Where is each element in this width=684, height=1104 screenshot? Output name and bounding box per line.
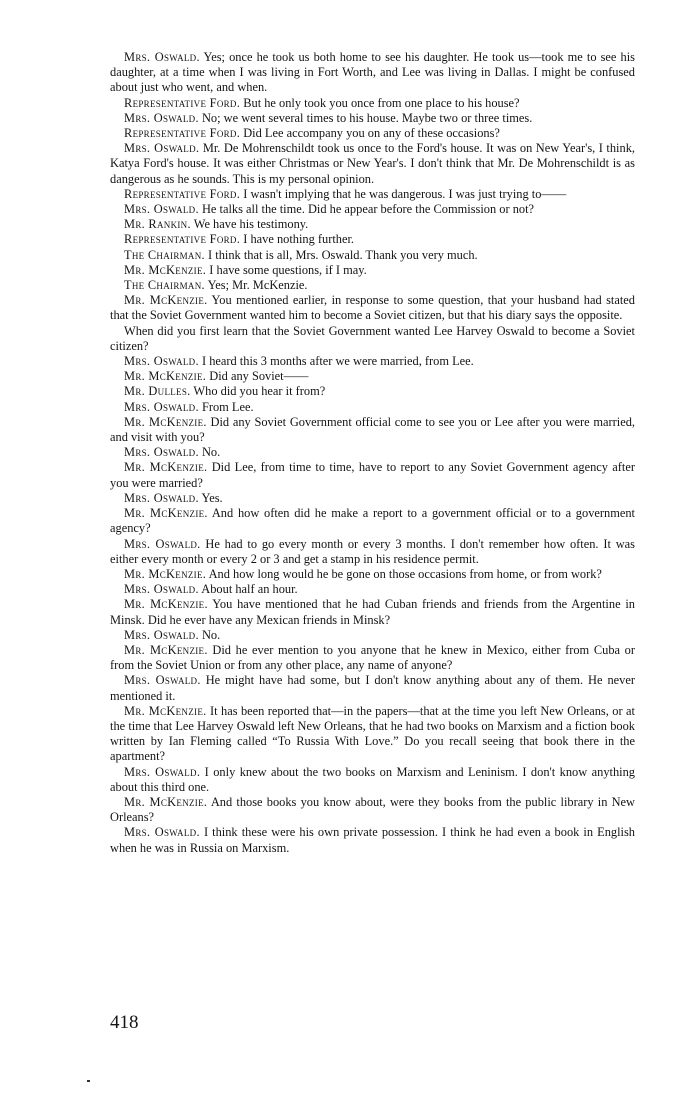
speaker-name: Mr. McKenzie.: [124, 566, 207, 581]
transcript-paragraph: [110, 628, 635, 643]
transcript-paragraph: [110, 369, 635, 384]
speaker-name: Mrs. Oswald.: [124, 399, 199, 414]
page-number: 418: [110, 1012, 139, 1033]
speech-text: And how often did he make a report to a government official or to a government agency?: [110, 506, 635, 536]
speech-text: I heard this 3 months after we were married, from Lee.: [198, 354, 474, 369]
speech-text: Did Lee, from time to time, have to report to any Soviet Government agency after you were married?: [110, 460, 635, 490]
transcript-body: [110, 50, 635, 856]
speech-text: You have mentioned that he had Cuban friends and friends from the Argentine in Minsk. Did he ever have any Mexican friends in Minsk?: [110, 597, 636, 627]
transcript-paragraph: [110, 825, 635, 855]
transcript-paragraph: [110, 567, 635, 582]
transcript-paragraph: [110, 491, 635, 506]
speaker-name: Mr. McKenzie.: [124, 794, 208, 809]
speech-text: And how long would he be gone on those occasions from home, or from work?: [206, 566, 602, 581]
transcript-paragraph: [110, 673, 635, 703]
transcript-paragraph: [110, 232, 635, 247]
transcript-paragraph: [110, 506, 635, 536]
speaker-name: Representative Ford.: [124, 186, 241, 201]
transcript-paragraph: [110, 704, 635, 765]
transcript-paragraph: [110, 324, 635, 354]
speaker-name: Mrs. Oswald.: [124, 627, 199, 642]
speaker-name: Mrs. Oswald.: [124, 110, 199, 125]
transcript-paragraph: [110, 126, 635, 141]
speech-text: No; we went several times to his house. Maybe two or three times.: [198, 110, 533, 125]
speaker-name: Mrs. Oswald.: [124, 354, 199, 369]
speech-text: He had to go every month or every 3 months. I don't remember how often. It was either every month or every 2 or 3 and get a stamp in his residence permit.: [110, 536, 635, 566]
transcript-paragraph: [110, 293, 635, 323]
speaker-name: Representative Ford.: [124, 95, 241, 110]
speaker-name: Mrs. Oswald.: [124, 764, 201, 779]
speech-text: I wasn't implying that he was dangerous. I was just trying to——: [240, 186, 567, 201]
speech-text: No.: [198, 445, 221, 460]
transcript-paragraph: [110, 795, 635, 825]
speech-text: I think these were his own private possession. I think he had even a book in English when he was in Russia on Marxism.: [110, 825, 635, 855]
speech-text: I have nothing further.: [240, 232, 355, 247]
speech-text: We have his testimony.: [190, 217, 309, 232]
speech-text: Yes.: [198, 490, 223, 505]
speech-text: You mentioned earlier, in response to some question, that your husband had stated that the Soviet Government wanted him to become a Soviet citizen, but that his diary says the opposite.: [110, 293, 636, 323]
transcript-paragraph: [110, 50, 635, 96]
speech-text: No.: [198, 627, 221, 642]
speaker-name: Mrs. Oswald.: [124, 490, 199, 505]
speech-text: Yes; Mr. McKenzie.: [204, 278, 308, 293]
speaker-name: Mr. McKenzie.: [124, 262, 207, 277]
speaker-name: Mrs. Oswald.: [124, 141, 200, 156]
transcript-paragraph: [110, 111, 635, 126]
speaker-name: Mrs. Oswald.: [124, 202, 199, 217]
transcript-paragraph: [110, 445, 635, 460]
speaker-name: Mr. Dulles.: [124, 384, 191, 399]
speaker-name: Mr. McKenzie.: [124, 703, 207, 718]
transcript-paragraph: [110, 537, 635, 567]
speech-text: Yes; once he took us both home to see his daughter. He took us—took me to see his daughter, at a time when I was living in Fort Worth, and Lee was living in Dallas. I might be confused about just who went, and when.: [110, 50, 635, 95]
transcript-paragraph: [110, 384, 635, 399]
speech-text: From Lee.: [198, 399, 254, 414]
speaker-name: Mr. McKenzie.: [124, 642, 208, 657]
transcript-paragraph: [110, 597, 635, 627]
print-speck: [87, 1080, 90, 1082]
speech-text: He talks all the time. Did he appear before the Commission or not?: [198, 202, 535, 217]
speaker-name: The Chairman.: [124, 247, 205, 262]
speech-text: Who did you hear it from?: [190, 384, 326, 399]
transcript-paragraph: [110, 643, 635, 673]
transcript-paragraph: [110, 187, 635, 202]
speaker-name: Mr. McKenzie.: [124, 293, 208, 308]
speech-text: About half an hour.: [198, 582, 298, 597]
speech-text: I only knew about the two books on Marxism and Leninism. I don't know anything about this third one.: [110, 764, 635, 794]
speaker-name: Representative Ford.: [124, 232, 241, 247]
speaker-name: The Chairman.: [124, 278, 205, 293]
speech-text: Did any Soviet Government official come to see you or Lee after you were married, and visit with you?: [110, 414, 635, 445]
transcript-paragraph: [110, 415, 635, 445]
speech-text: He might have had some, but I don't know anything about any of them. He never mentioned it.: [110, 673, 635, 703]
transcript-paragraph: [110, 96, 635, 111]
speaker-name: Mrs. Oswald.: [124, 825, 200, 840]
transcript-paragraph: [110, 263, 635, 278]
speech-text: It has been reported that—in the papers—that at the time you left New Orleans, or at the time that Lee Harvey Oswald left New Orleans, that he had two books on Marxism and a fiction book written by Ian Fleming called “To Russia With Love.” Do you recall seeing that book there in the apartment?: [110, 703, 635, 764]
transcript-paragraph: [110, 765, 635, 795]
speech-text: Did he ever mention to you anyone that he knew in Mexico, either from Cuba or from the Soviet Union or from any other place, any name of anyone?: [110, 642, 635, 673]
transcript-paragraph: [110, 278, 635, 293]
transcript-paragraph: [110, 354, 635, 369]
speaker-name: Mr. McKenzie.: [124, 460, 208, 475]
transcript-paragraph: [110, 141, 635, 187]
speech-text: I have some questions, if I may.: [206, 262, 367, 277]
speech-text: And those books you know about, were they books from the public library in New Orleans?: [110, 794, 636, 825]
speaker-name: Mr. McKenzie.: [124, 414, 207, 429]
transcript-paragraph: [110, 582, 635, 597]
speaker-name: Mrs. Oswald.: [124, 673, 201, 688]
speaker-name: Mr. McKenzie.: [124, 369, 207, 384]
speaker-name: Representative Ford.: [124, 126, 241, 141]
speaker-name: Mr. McKenzie.: [124, 597, 208, 612]
transcript-paragraph: [110, 217, 635, 232]
speech-text: Mr. De Mohrenschildt took us once to the Ford's house. It was on New Year's, I think, Katya Ford's house. It was either Christmas or New Year's. I don't think that Mr. De Mohrenschildt is as dangerous as he sounds. This is my personal opinion.: [110, 141, 635, 186]
speaker-name: Mrs. Oswald.: [124, 50, 200, 64]
transcript-paragraph: [110, 460, 635, 490]
transcript-paragraph: [110, 248, 635, 263]
speaker-name: Mr. Rankin.: [124, 217, 191, 232]
transcript-paragraph: [110, 400, 635, 415]
speech-text: But he only took you once from one place to his house?: [240, 95, 520, 110]
speaker-name: Mrs. Oswald.: [124, 445, 199, 460]
speaker-name: Mr. McKenzie.: [124, 506, 208, 521]
speech-text: Did any Soviet——: [206, 369, 309, 384]
speaker-name: Mrs. Oswald.: [124, 582, 199, 597]
transcript-paragraph: [110, 202, 635, 217]
speaker-name: Mrs. Oswald.: [124, 536, 201, 551]
speech-text: When did you first learn that the Soviet Government wanted Lee Harvey Oswald to become a Soviet citizen?: [110, 323, 635, 353]
speech-text: Did Lee accompany you on any of these occasions?: [240, 126, 500, 141]
speech-text: I think that is all, Mrs. Oswald. Thank you very much.: [204, 247, 478, 262]
